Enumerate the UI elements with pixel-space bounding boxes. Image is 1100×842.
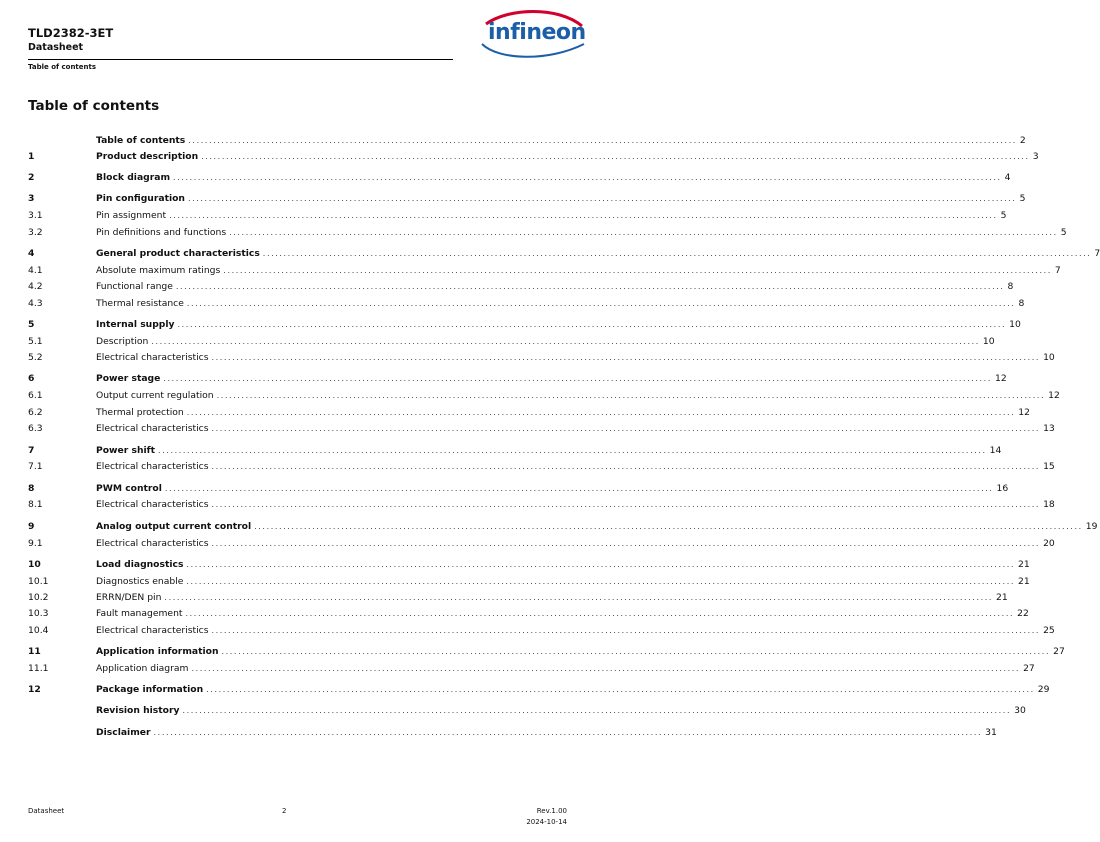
footer-revision: Rev.1.00 [536, 807, 567, 815]
footer-doc-type: Datasheet [28, 807, 65, 815]
toc-entry-page: 31 [985, 727, 997, 738]
toc-entry-page: 5 [1000, 210, 1007, 221]
toc-entry-page: 29 [1037, 684, 1050, 695]
toc-dot-leader: ........................................................................................................................................................................................................ [182, 706, 1012, 715]
toc-entry[interactable] [28, 264, 1061, 277]
toc-entry-page: 18 [1043, 499, 1055, 510]
toc-entry[interactable] [28, 537, 1055, 550]
toc-dot-leader: ........................................................................................................................................................................................................ [229, 228, 1058, 237]
toc-entry[interactable] [28, 520, 1098, 533]
toc-entry-number: 3.1 [28, 210, 43, 221]
toc-dot-leader: ........................................................................................................................................................................................................ [187, 194, 1017, 203]
toc-entry-page: 8 [1007, 281, 1014, 292]
toc-entry-title[interactable]: Block diagram [96, 172, 171, 183]
toc-entry-number: 12 [28, 684, 41, 695]
toc-entry-page: 30 [1014, 705, 1026, 716]
toc-dot-leader: ........................................................................................................................................................................................................ [164, 484, 994, 493]
toc-entry[interactable] [28, 209, 1007, 222]
toc-dot-leader: ........................................................................................................................................................................................................ [211, 353, 1041, 362]
toc-entry-title[interactable]: Load diagnostics [96, 559, 184, 570]
toc-entry[interactable] [28, 460, 1055, 473]
toc-entry-number: 10.2 [28, 592, 49, 603]
toc-entry-title[interactable]: Functional range [96, 281, 173, 292]
toc-entry[interactable] [28, 607, 1029, 620]
toc-entry-title[interactable]: Application diagram [96, 663, 189, 674]
toc-entry-title[interactable]: Pin configuration [96, 193, 185, 204]
toc-dot-leader: ........................................................................................................................................................................................................ [221, 647, 1051, 656]
toc-entry-page: 5 [1019, 193, 1026, 204]
toc-dot-leader: ........................................................................................................................................................................................................ [158, 446, 987, 455]
toc-entry-page: 27 [1053, 646, 1065, 657]
toc-entry[interactable] [28, 406, 1030, 419]
toc-entry-page: 25 [1043, 625, 1055, 636]
toc-entry[interactable] [28, 558, 1030, 571]
toc-entry-page: 16 [996, 483, 1009, 494]
toc-entry-page: 21 [1018, 559, 1030, 570]
toc-entry-page: 15 [1043, 461, 1055, 472]
toc-dot-leader: ........................................................................................................................................................................................................ [206, 685, 1035, 694]
page-title: Table of contents [28, 98, 160, 114]
toc-dot-leader: ........................................................................................................................................................................................................ [211, 462, 1041, 471]
toc-entry-page: 10 [1043, 352, 1055, 363]
toc-entry[interactable] [28, 226, 1067, 239]
header-section-label: Table of contents [28, 63, 97, 71]
toc-dot-leader: ........................................................................................................................................................................................................ [151, 337, 980, 346]
toc-entry-number: 4.2 [28, 281, 43, 292]
toc-entry-title[interactable]: Electrical characteristics [96, 461, 209, 472]
toc-entry-page: 21 [1017, 576, 1030, 587]
toc-dot-leader: ........................................................................................................................................................................................................ [211, 539, 1041, 548]
toc-entry-page: 12 [1048, 390, 1060, 401]
toc-entry-number: 10 [28, 559, 41, 570]
toc-entry-page: 21 [996, 592, 1008, 603]
toc-entry[interactable] [28, 422, 1055, 435]
toc-dot-leader: ........................................................................................................................................................................................................ [211, 424, 1041, 433]
toc-dot-leader: ........................................................................................................................................................................................................ [186, 577, 1015, 586]
toc-entry-page: 22 [1017, 608, 1029, 619]
toc-dot-leader: ........................................................................................................................................................................................................ [201, 152, 1030, 161]
toc-entry-number: 8 [28, 483, 35, 494]
toc-entry-number: 6.1 [28, 390, 43, 401]
toc-entry-title[interactable]: Thermal protection [96, 407, 184, 418]
toc-entry-number: 9.1 [28, 538, 43, 549]
toc-entry-title[interactable]: Electrical characteristics [96, 423, 209, 434]
toc-entry-title[interactable]: Pin assignment [96, 210, 167, 221]
toc-entry[interactable] [28, 192, 1026, 205]
toc-entry-number: 8.1 [28, 499, 43, 510]
toc-entry-title[interactable]: General product characteristics [96, 248, 260, 259]
toc-entry-title[interactable]: Product description [96, 151, 199, 162]
logo-wordmark: infineon [488, 20, 586, 45]
toc-entry-page: 4 [1004, 172, 1011, 183]
toc-entry-page: 7 [1094, 248, 1100, 259]
toc-dot-leader: ........................................................................................................................................................................................................ [254, 522, 1083, 531]
toc-dot-leader: ........................................................................................................................................................................................................ [211, 626, 1041, 635]
toc-entry-page: 10 [982, 336, 995, 347]
toc-entry-page: 13 [1043, 423, 1055, 434]
toc-entry-title[interactable]: Analog output current control [96, 521, 252, 532]
toc-entry-title[interactable]: Electrical characteristics [96, 499, 209, 510]
toc-entry-number: 10.4 [28, 625, 49, 636]
toc-entry-page: 8 [1018, 298, 1025, 309]
toc-dot-leader: ........................................................................................................................................................................................................ [186, 299, 1016, 308]
toc-dot-leader: ........................................................................................................................................................................................................ [185, 609, 1015, 618]
toc-entry[interactable] [28, 645, 1065, 658]
toc-entry-number: 7 [28, 445, 35, 456]
toc-entry-page: 2 [1019, 135, 1026, 146]
toc-dot-leader: ........................................................................................................................................................................................................ [164, 593, 994, 602]
toc-entry[interactable] [28, 280, 1014, 293]
toc-entry-number: 10.1 [28, 576, 49, 587]
toc-dot-leader: ........................................................................................................................................................................................................ [191, 664, 1021, 673]
footer-date: 2024-10-14 [526, 818, 567, 826]
toc-entry-title[interactable]: Internal supply [96, 319, 175, 330]
toc-entry-title[interactable]: Package information [96, 684, 204, 695]
toc-entry-title[interactable]: Output current regulation [96, 390, 214, 401]
toc-entry-number: 10.3 [28, 608, 49, 619]
toc-dot-leader: ........................................................................................................................................................................................................ [175, 282, 1005, 291]
toc-entry-number: 4.3 [28, 298, 43, 309]
toc-entry-number: 3 [28, 193, 35, 204]
toc-entry-number: 6.3 [28, 423, 43, 434]
product-name: TLD2382-3ET [28, 26, 114, 40]
toc-entry[interactable] [28, 171, 1011, 184]
toc-dot-leader: ........................................................................................................................................................................................................ [169, 211, 998, 220]
toc-entry-number: 2 [28, 172, 35, 183]
toc-entry-title[interactable]: Absolute maximum ratings [96, 265, 221, 276]
toc-entry-title[interactable]: Electrical characteristics [96, 538, 209, 549]
toc-entry[interactable] [28, 335, 995, 348]
toc-entry-title[interactable]: Power stage [96, 373, 161, 384]
toc-entry-title[interactable]: Power shift [96, 445, 156, 456]
toc-dot-leader: ........................................................................................................................................................................................................ [153, 728, 983, 737]
toc-entry[interactable] [28, 297, 1025, 310]
infineon-logo [478, 10, 588, 58]
toc-entry[interactable] [28, 150, 1039, 163]
toc-entry-title[interactable]: Revision history [96, 705, 180, 716]
toc-entry-title[interactable]: Thermal resistance [96, 298, 184, 309]
toc-entry[interactable] [28, 726, 997, 739]
toc-dot-leader: ........................................................................................................................................................................................................ [223, 266, 1052, 275]
toc-entry-page: 27 [1023, 663, 1035, 674]
toc-dot-leader: ........................................................................................................................................................................................................ [173, 173, 1002, 182]
toc-entry[interactable] [28, 372, 1007, 385]
document-type: Datasheet [28, 42, 84, 53]
toc-entry-page: 5 [1060, 227, 1067, 238]
toc-entry[interactable] [28, 247, 1100, 260]
toc-dot-leader: ........................................................................................................................................................................................................ [211, 500, 1041, 509]
toc-entry-title[interactable]: Table of contents [96, 135, 186, 146]
toc-dot-leader: ........................................................................................................................................................................................................ [188, 136, 1017, 145]
toc-entry-number: 5.2 [28, 352, 43, 363]
toc-entry-page: 20 [1043, 538, 1055, 549]
toc-dot-leader: ........................................................................................................................................................................................................ [163, 374, 992, 383]
toc-entry-page: 14 [989, 445, 1002, 456]
toc-entry-title[interactable]: Description [96, 336, 149, 347]
toc-dot-leader: ........................................................................................................................................................................................................ [216, 391, 1046, 400]
toc-entry-title[interactable]: Electrical characteristics [96, 352, 209, 363]
toc-entry-page: 7 [1054, 265, 1061, 276]
footer-page-number: 2 [282, 807, 287, 815]
toc-entry-title[interactable]: Disclaimer [96, 727, 151, 738]
toc-entry[interactable] [28, 389, 1060, 402]
toc-entry[interactable] [28, 318, 1021, 331]
toc-entry-number: 5.1 [28, 336, 43, 347]
toc-entry[interactable] [28, 134, 1026, 147]
toc-entry-page: 19 [1085, 521, 1098, 532]
toc-entry-number: 4.1 [28, 265, 43, 276]
toc-entry-title[interactable]: ERRN/DEN pin [96, 592, 162, 603]
toc-entry[interactable] [28, 575, 1030, 588]
toc-entry-title[interactable]: Electrical characteristics [96, 625, 209, 636]
toc-entry-number: 7.1 [28, 461, 43, 472]
toc-entry[interactable] [28, 683, 1050, 696]
toc-dot-leader: ........................................................................................................................................................................................................ [186, 560, 1016, 569]
toc-dot-leader: ........................................................................................................................................................................................................ [186, 408, 1016, 417]
toc-entry-page: 12 [1018, 407, 1030, 418]
toc-entry-page: 10 [1009, 319, 1021, 330]
toc-entry-number: 5 [28, 319, 35, 330]
toc-dot-leader: ........................................................................................................................................................................................................ [262, 249, 1092, 258]
toc-entry-title[interactable]: Fault management [96, 608, 183, 619]
toc-entry[interactable] [28, 482, 1009, 495]
toc-entry-page: 12 [994, 373, 1007, 384]
toc-entry-number: 11 [28, 646, 41, 657]
toc-entry[interactable] [28, 662, 1035, 675]
toc-entry-title[interactable]: Diagnostics enable [96, 576, 184, 587]
toc-entry[interactable] [28, 704, 1026, 717]
toc-entry-number: 6.2 [28, 407, 43, 418]
toc-entry-number: 1 [28, 151, 35, 162]
toc-entry-number: 6 [28, 373, 35, 384]
toc-entry[interactable] [28, 498, 1055, 511]
toc-entry-title[interactable]: PWM control [96, 483, 162, 494]
toc-entry-title[interactable]: Application information [96, 646, 219, 657]
toc-entry[interactable] [28, 591, 1008, 604]
toc-entry-number: 9 [28, 521, 35, 532]
toc-entry[interactable] [28, 444, 1002, 457]
toc-dot-leader: ........................................................................................................................................................................................................ [177, 320, 1007, 329]
toc-entry-title[interactable]: Pin definitions and functions [96, 227, 227, 238]
toc-entry-number: 4 [28, 248, 35, 259]
toc-entry-page: 3 [1032, 151, 1039, 162]
toc-entry[interactable] [28, 624, 1055, 637]
toc-entry-number: 11.1 [28, 663, 49, 674]
header-divider [28, 59, 453, 60]
toc-entry-number: 3.2 [28, 227, 43, 238]
toc-entry[interactable] [28, 351, 1055, 364]
